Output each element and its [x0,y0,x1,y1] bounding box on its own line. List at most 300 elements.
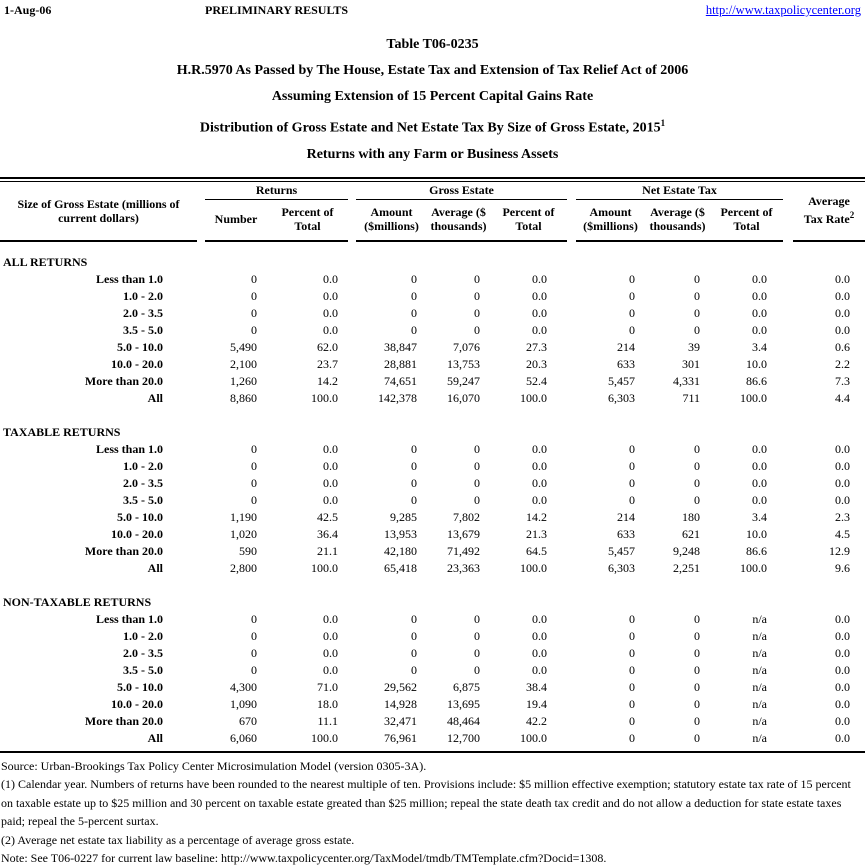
row-label: 2.0 - 3.5 [123,645,163,660]
value-cell: 5,457 [608,543,635,558]
title-subset: Returns with any Farm or Business Assets [306,146,559,162]
value-cell: 0 [629,288,635,303]
net-estate-tax-group-header: Net Estate Tax [576,182,783,200]
value-cell: 100.0 [520,390,547,405]
value-cell: 2.3 [835,509,850,524]
value-cell: 0.0 [323,441,338,456]
value-cell: 0 [629,730,635,745]
value-cell: 100.0 [520,560,547,575]
value-cell: 0 [411,322,417,337]
value-cell: 6,303 [608,560,635,575]
footnotes-block [0,753,865,868]
row-label: Less than 1.0 [95,611,163,626]
value-cell: 86.6 [746,373,767,388]
value-cell: 0.0 [835,679,850,694]
value-cell: 0 [411,288,417,303]
row-label: 2.0 - 3.5 [123,475,163,490]
title-bill: H.R.5970 As Passed by The House, Estate Tax and Extension of Tax Relief Act of 2006 [176,63,689,78]
value-cell: 1,090 [230,696,257,711]
value-cell: 0.0 [835,322,850,337]
row-label: 1.0 - 2.0 [123,458,163,473]
value-cell: 0.0 [323,305,338,320]
value-cell: n/a [752,628,767,643]
value-cell: 0 [629,696,635,711]
table-row [0,322,865,339]
value-cell: 74,651 [384,373,417,388]
value-cell: 0.0 [532,458,547,473]
net-percent-column-header: Percent of Total [710,199,783,241]
value-cell: 52.4 [526,373,547,388]
value-cell: 6,060 [230,730,257,745]
value-cell: n/a [752,713,767,728]
value-cell: 0 [251,288,257,303]
value-cell: 0.0 [752,458,767,473]
report-date: 1-Aug-06 [4,3,52,17]
value-cell: 0 [474,611,480,626]
value-cell: 214 [617,339,635,354]
value-cell: 0 [251,645,257,660]
table-row [0,305,865,322]
value-cell: 64.5 [526,543,547,558]
value-cell: 38.4 [526,679,547,694]
value-cell: 5,490 [230,339,257,354]
value-cell: 39 [688,339,700,354]
value-cell: 0.0 [532,271,547,286]
number-column-header: Number [205,199,267,241]
table-row [0,679,865,696]
value-cell: 0 [629,679,635,694]
net-amount-column-header: Amount ($millions) [576,199,645,241]
source-note: Source: Urban-Brookings Tax Policy Center Microsimulation Model (version 0305-3A). [1,758,427,773]
table-row [0,611,865,628]
value-cell: 6,303 [608,390,635,405]
section-non-taxable-returns [0,577,865,747]
value-cell: 0.0 [323,322,338,337]
section-all-returns [0,241,865,407]
value-cell: 3.4 [752,509,767,524]
value-cell: 0.0 [752,475,767,490]
value-cell: 100.0 [520,730,547,745]
value-cell: 10.0 [746,356,767,371]
table-row [0,526,865,543]
value-cell: 6,875 [453,679,480,694]
value-cell: 0.0 [532,662,547,677]
table-row [0,356,865,373]
value-cell: 2.2 [835,356,850,371]
value-cell: 13,753 [447,356,480,371]
value-cell: 0 [474,662,480,677]
table-row [0,696,865,713]
value-cell: n/a [752,730,767,745]
value-cell: 0 [694,475,700,490]
row-label: 10.0 - 20.0 [111,526,163,541]
value-cell: 0 [694,271,700,286]
value-cell: 0.0 [835,662,850,677]
value-cell: 0.0 [835,492,850,507]
value-cell: 16,070 [447,390,480,405]
value-cell: 19.4 [526,696,547,711]
row-label: Less than 1.0 [95,271,163,286]
value-cell: 62.0 [317,339,338,354]
value-cell: 0 [411,441,417,456]
value-cell: 0.0 [835,645,850,660]
row-label: 5.0 - 10.0 [117,679,163,694]
page-header [0,0,865,18]
value-cell: 0.0 [323,628,338,643]
value-cell: 100.0 [311,390,338,405]
value-cell: 4.5 [835,526,850,541]
value-cell: 2,100 [230,356,257,371]
value-cell: 0 [694,441,700,456]
value-cell: 1,190 [230,509,257,524]
table-row [0,339,865,356]
table-row [0,373,865,390]
value-cell: 0.0 [752,492,767,507]
row-label: 1.0 - 2.0 [123,288,163,303]
value-cell: 633 [617,526,635,541]
value-cell: 0.0 [752,271,767,286]
value-cell: 0.0 [323,475,338,490]
table-row [0,288,865,305]
value-cell: 0 [629,322,635,337]
value-cell: 0 [411,475,417,490]
value-cell: 0.0 [835,611,850,626]
value-cell: 0 [694,458,700,473]
value-cell: 0 [694,645,700,660]
value-cell: 621 [682,526,700,541]
value-cell: n/a [752,679,767,694]
value-cell: 0 [251,322,257,337]
value-cell: 0 [251,628,257,643]
value-cell: 29,562 [384,679,417,694]
value-cell: 0.0 [835,696,850,711]
value-cell: 0 [411,271,417,286]
table-row [0,560,865,577]
value-cell: 0 [411,645,417,660]
value-cell: 5,457 [608,373,635,388]
value-cell: 0 [474,475,480,490]
value-cell: 670 [239,713,257,728]
row-label: More than 20.0 [84,713,163,728]
value-cell: 0 [694,492,700,507]
value-cell: 12,700 [447,730,480,745]
row-label: 2.0 - 3.5 [123,305,163,320]
table-row [0,475,865,492]
table-row [0,458,865,475]
value-cell: 0.0 [835,730,850,745]
title-distribution: Distribution of Gross Estate and Net Estate Tax By Size of Gross Estate, 2015$^1$ [199,118,666,136]
value-cell: 0 [474,271,480,286]
row-label: All [147,390,163,405]
value-cell: 14.2 [317,373,338,388]
value-cell: 0.0 [752,441,767,456]
value-cell: 100.0 [740,390,767,405]
value-cell: 0 [629,458,635,473]
value-cell: 4,331 [673,373,700,388]
row-label: All [147,560,163,575]
gross-percent-column-header: Percent of Total [490,199,567,241]
row-label: 10.0 - 20.0 [111,356,163,371]
value-cell: 0.0 [752,305,767,320]
table-row [0,492,865,509]
value-cell: 0 [694,628,700,643]
value-cell: 0 [411,305,417,320]
value-cell: 11.1 [317,713,338,728]
value-cell: 3.4 [752,339,767,354]
value-cell: 0 [629,713,635,728]
value-cell: 18.0 [317,696,338,711]
row-label: More than 20.0 [84,543,163,558]
value-cell: 71,492 [447,543,480,558]
value-cell: 32,471 [384,713,417,728]
value-cell: 0.0 [323,288,338,303]
value-cell: 14,928 [384,696,417,711]
value-cell: 0 [474,645,480,660]
value-cell: 0 [629,492,635,507]
value-cell: 28,881 [384,356,417,371]
returns-group-header: Returns [205,182,348,200]
table-row [0,645,865,662]
value-cell: 0 [694,730,700,745]
value-cell: 14.2 [526,509,547,524]
footnote-2-marker: 2 [849,209,855,220]
value-cell: 0 [474,441,480,456]
value-cell: 0.0 [323,271,338,286]
value-cell: 0.0 [835,713,850,728]
table-row [0,390,865,407]
value-cell: 13,695 [447,696,480,711]
row-label: 3.5 - 5.0 [123,492,163,507]
value-cell: 711 [682,390,700,405]
value-cell: 7,076 [453,339,480,354]
value-cell: 9.6 [835,560,850,575]
value-cell: 10.0 [746,526,767,541]
value-cell: 0 [474,628,480,643]
value-cell: 0 [251,475,257,490]
value-cell: 590 [239,543,257,558]
row-label: 5.0 - 10.0 [117,509,163,524]
value-cell: 0.0 [532,288,547,303]
value-cell: 0.0 [532,475,547,490]
value-cell: 0 [251,271,257,286]
value-cell: 0 [411,458,417,473]
value-cell: 142,378 [378,390,417,405]
value-cell: 23,363 [447,560,480,575]
taxpolicycenter-link[interactable]: http://www.taxpolicycenter.org [705,3,861,17]
row-label: 3.5 - 5.0 [123,322,163,337]
value-cell: 0 [474,305,480,320]
value-cell: 0 [629,662,635,677]
value-cell: 0 [629,441,635,456]
estate-tax-table [0,182,865,747]
value-cell: 48,464 [447,713,480,728]
title-assumption: Assuming Extension of 15 Percent Capital Gains Rate [271,89,594,104]
value-cell: 0 [251,441,257,456]
value-cell: 59,247 [447,373,480,388]
value-cell: 12.9 [829,543,850,558]
gross-average-column-header: Average ($ thousands) [427,199,490,241]
value-cell: 0 [694,305,700,320]
value-cell: 0 [411,628,417,643]
value-cell: 0.0 [532,492,547,507]
value-cell: 65,418 [384,560,417,575]
section-label: ALL RETURNS [3,254,88,269]
value-cell: 0 [629,305,635,320]
value-cell: 71.0 [317,679,338,694]
value-cell: 0 [474,458,480,473]
average-tax-rate-header: Average Tax Rate$^2$ [793,182,865,241]
gross-amount-column-header: Amount ($millions) [356,199,427,241]
value-cell: 8,860 [230,390,257,405]
value-cell: 0.0 [323,458,338,473]
value-cell: 0.0 [323,611,338,626]
size-column-header: Size of Gross Estate (millions of current dollars) [0,182,197,241]
value-cell: 2,800 [230,560,257,575]
section-taxable-returns [0,407,865,577]
title-block [0,32,865,168]
value-cell: 100.0 [740,560,767,575]
value-cell: 0.0 [835,305,850,320]
value-cell: 0 [474,288,480,303]
value-cell: 214 [617,509,635,524]
baseline-note: Note: See T06-0227 for current law baseline: http://www.taxpolicycenter.org/TaxModel/tmdb/TMTemplate.cfm?Docid=1308. [1,851,607,866]
preliminary-results-label: PRELIMINARY RESULTS [205,3,349,17]
value-cell: 0 [251,662,257,677]
value-cell: 2,251 [673,560,700,575]
value-cell: 0 [411,492,417,507]
value-cell: 0.0 [835,441,850,456]
value-cell: 0 [411,662,417,677]
value-cell: 301 [682,356,700,371]
value-cell: 0.0 [835,271,850,286]
value-cell: 0.0 [532,645,547,660]
value-cell: 0.0 [835,628,850,643]
value-cell: 0.0 [835,458,850,473]
value-cell: 0.0 [532,441,547,456]
value-cell: 0.0 [323,645,338,660]
value-cell: 76,961 [384,730,417,745]
value-cell: 0 [474,492,480,507]
row-label: More than 20.0 [84,373,163,388]
value-cell: 1,020 [230,526,257,541]
value-cell: 0.0 [532,611,547,626]
value-cell: 1,260 [230,373,257,388]
row-label: 1.0 - 2.0 [123,628,163,643]
table-row [0,730,865,747]
value-cell: 27.3 [526,339,547,354]
table-row [0,543,865,560]
value-cell: 0.0 [835,288,850,303]
value-cell: 633 [617,356,635,371]
table-row [0,662,865,679]
value-cell: 0.0 [752,288,767,303]
value-cell: 36.4 [317,526,338,541]
footnote-1-marker: 1 [660,118,666,128]
value-cell: 0 [694,322,700,337]
value-cell: 0 [694,662,700,677]
value-cell: 180 [682,509,700,524]
section-header-row [0,424,865,441]
value-cell: 0.6 [835,339,850,354]
row-label: 10.0 - 20.0 [111,696,163,711]
value-cell: 100.0 [311,730,338,745]
value-cell: 0 [411,611,417,626]
table-row [0,509,865,526]
value-cell: 20.3 [526,356,547,371]
value-cell: 42,180 [384,543,417,558]
value-cell: 0 [629,611,635,626]
value-cell: 42.5 [317,509,338,524]
footnote-2: (2) Average net estate tax liability as a percentage of average gross estate. [1,832,355,847]
value-cell: 0.0 [323,492,338,507]
value-cell: 0 [694,288,700,303]
value-cell: 0 [251,492,257,507]
value-cell: 0.0 [323,662,338,677]
value-cell: n/a [752,662,767,677]
table-row [0,713,865,730]
value-cell: 0 [474,322,480,337]
value-cell: 0 [694,696,700,711]
row-label: 3.5 - 5.0 [123,662,163,677]
value-cell: 0 [629,271,635,286]
section-label: NON-TAXABLE RETURNS [3,594,152,609]
value-cell: 21.3 [526,526,547,541]
value-cell: 0 [629,645,635,660]
value-cell: 4,300 [230,679,257,694]
section-label: TAXABLE RETURNS [3,424,121,439]
value-cell: 0.0 [835,475,850,490]
net-average-column-header: Average ($ thousands) [645,199,710,241]
section-header-row [0,254,865,271]
value-cell: 21.1 [317,543,338,558]
value-cell: 86.6 [746,543,767,558]
section-header-row [0,594,865,611]
value-cell: 0.0 [532,628,547,643]
row-label: All [147,730,163,745]
value-cell: 0.0 [532,322,547,337]
value-cell: 0 [629,475,635,490]
value-cell: 4.4 [835,390,850,405]
value-cell: 0 [251,305,257,320]
gross-estate-group-header: Gross Estate [356,182,567,200]
table-row [0,628,865,645]
table-number-title: Table T06-0235 [386,37,479,52]
value-cell: 0.0 [532,305,547,320]
value-cell: 0.0 [752,322,767,337]
value-cell: 42.2 [526,713,547,728]
returns-percent-column-header: Percent of Total [267,199,348,241]
value-cell: 0 [629,628,635,643]
table-row [0,441,865,458]
value-cell: 0 [251,611,257,626]
value-cell: n/a [752,611,767,626]
row-label: Less than 1.0 [95,441,163,456]
value-cell: n/a [752,645,767,660]
value-cell: n/a [752,696,767,711]
value-cell: 0 [251,458,257,473]
value-cell: 13,679 [447,526,480,541]
footnote-1: (1) Calendar year. Numbers of returns have been rounded to the nearest multiple of ten. Provisions include: $5 million effective exemption; statutory estate tax rate of 15 percent on taxable estate up to $25 million and 30 percent on taxable estate greated than $25 million; repeal the state death tax credit and do not allow a deduction for state estate taxes paid; repeal the 5-percent surtax. [1,777,851,829]
link-wrapper [706,3,865,18]
value-cell: 9,285 [390,509,417,524]
value-cell: 7,802 [453,509,480,524]
value-cell: 0 [694,679,700,694]
table-row [0,271,865,288]
value-cell: 7.3 [835,373,850,388]
row-label: 5.0 - 10.0 [117,339,163,354]
value-cell: 100.0 [311,560,338,575]
value-cell: 38,847 [384,339,417,354]
